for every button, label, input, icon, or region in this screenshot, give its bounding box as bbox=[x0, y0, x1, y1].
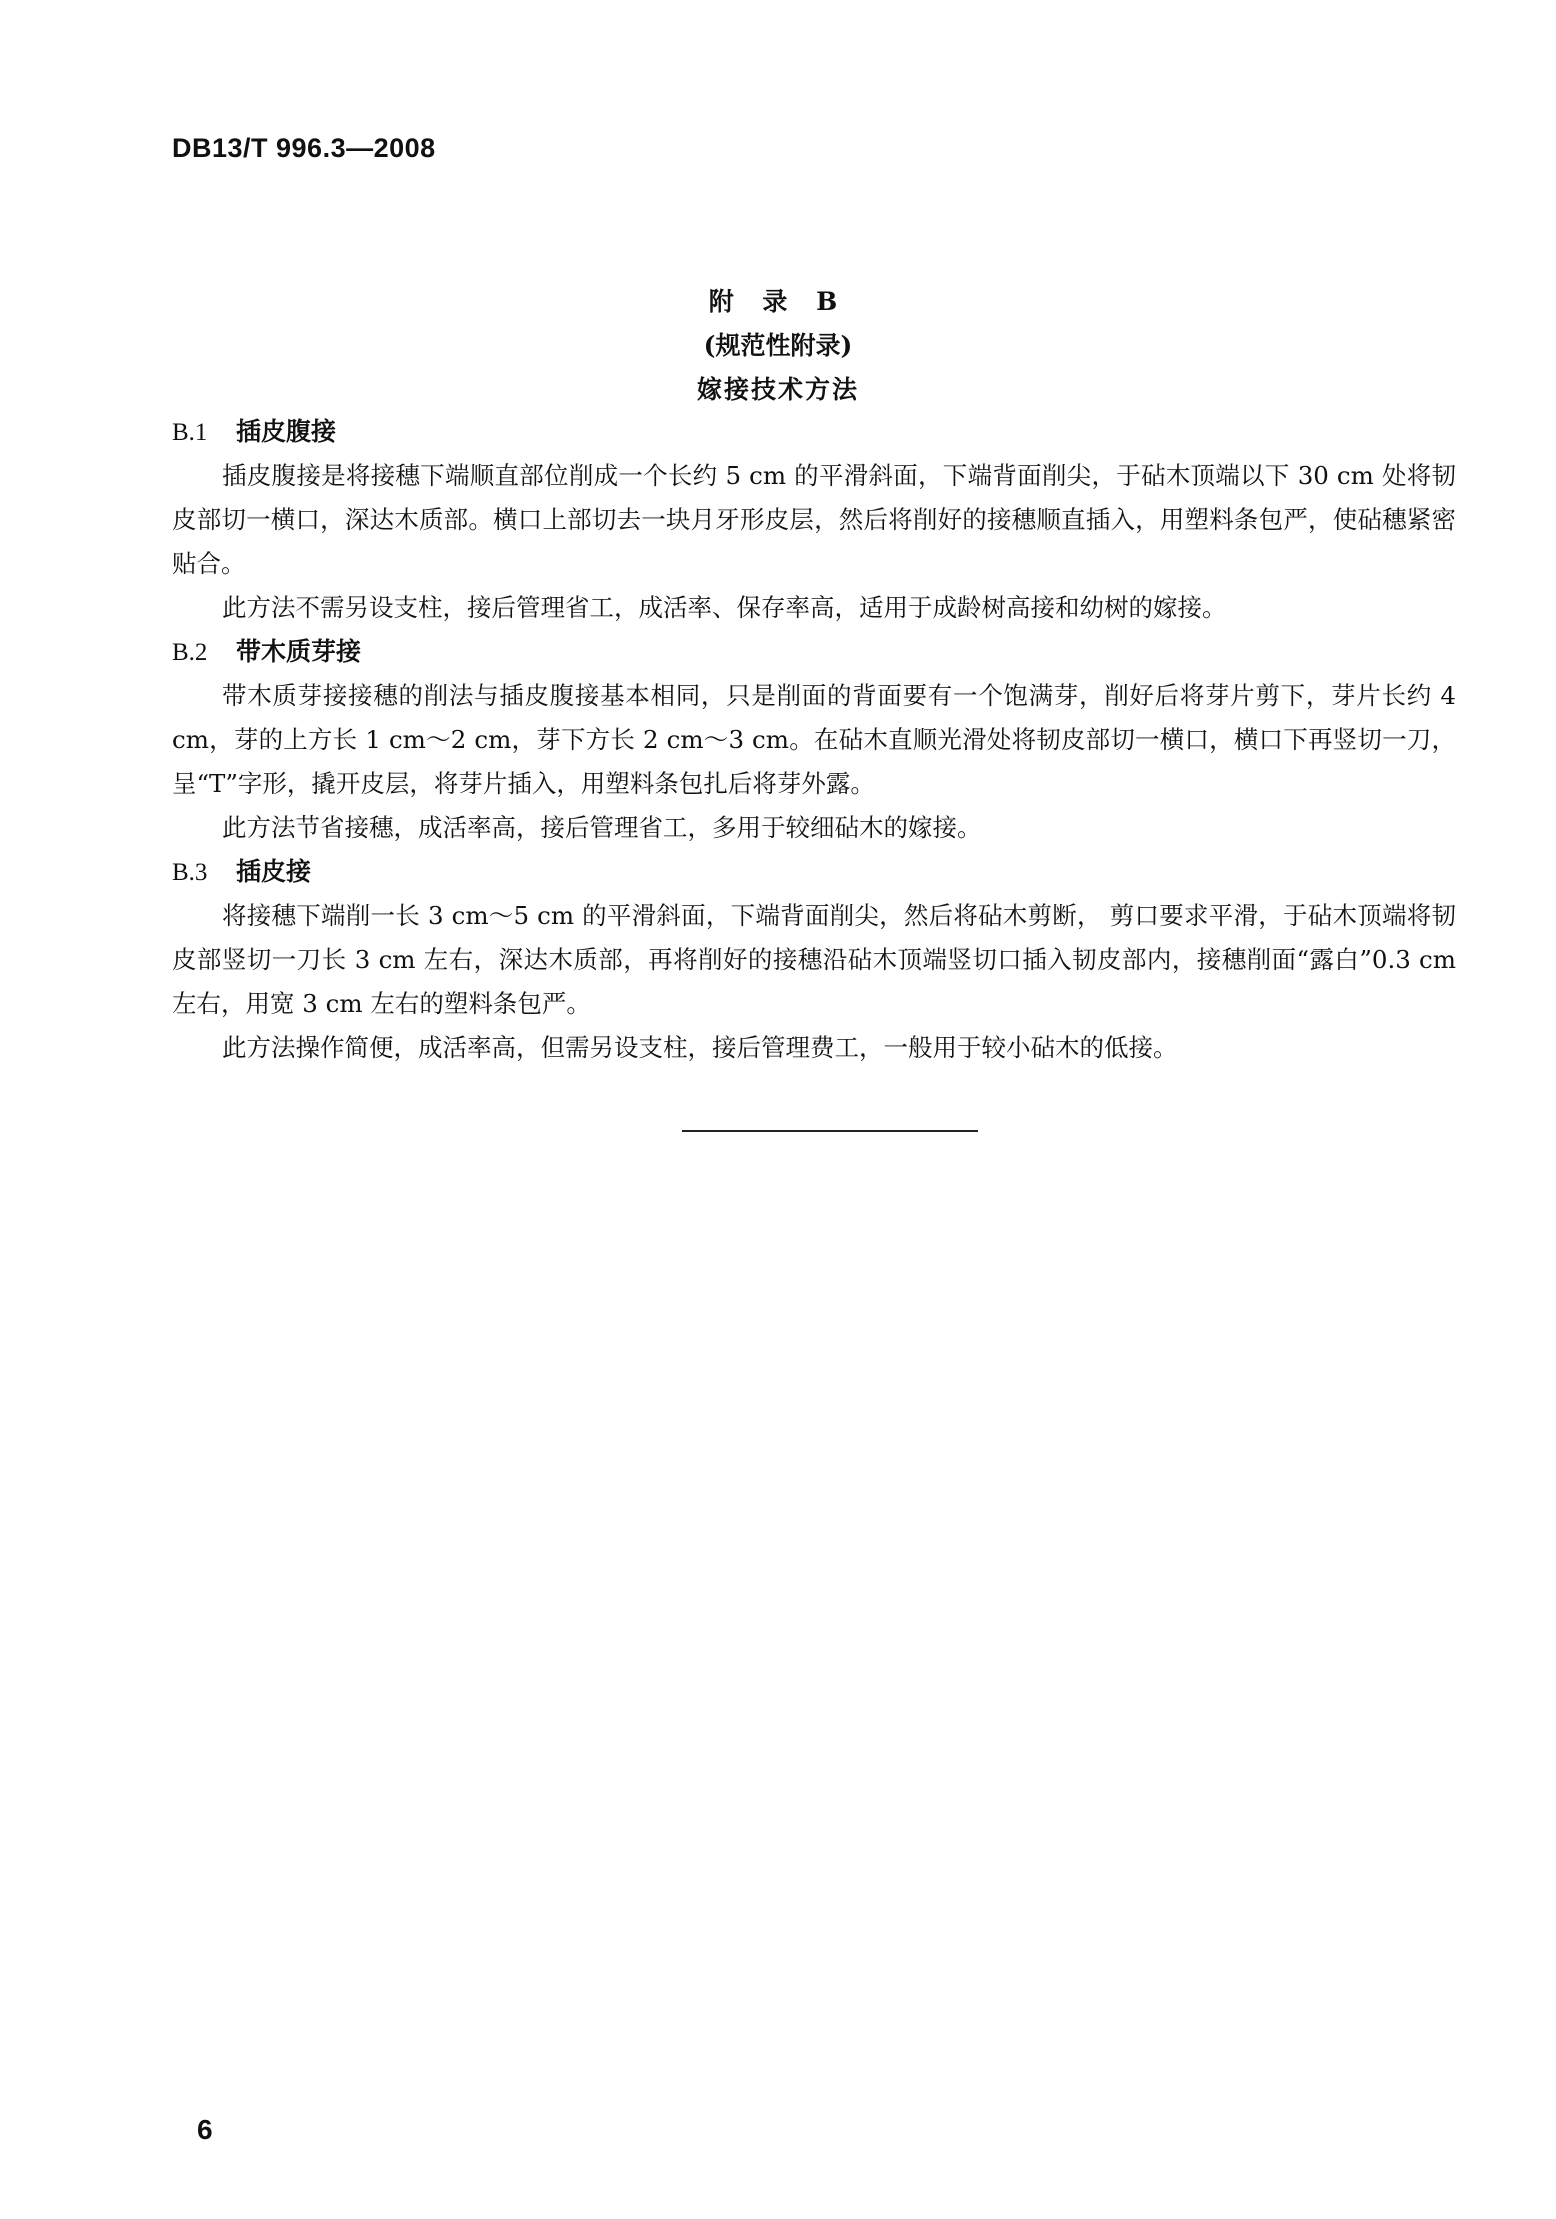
paragraph: 将接穗下端削一长 3 cm～5 cm 的平滑斜面，下端背面削尖，然后将砧木剪断， 剪口要求平滑，于砧木顶端将韧皮部竖切一刀长 3 cm 左右，深达木质部，再将削好的接穗沿砧木顶端竖切口插入韧皮部内，接穗削面“露白”0.3 cm 左右，用宽 3 cm 左右的塑料条包严。 bbox=[172, 901, 1456, 1018]
paragraph: 此方法操作简便，成活率高，但需另设支柱，接后管理费工，一般用于较小砧木的低接。 bbox=[222, 1033, 1178, 1062]
annex-label: 附 录 B bbox=[708, 287, 848, 316]
annex-body bbox=[172, 410, 1456, 1070]
section-b1 bbox=[172, 410, 1456, 630]
paragraph: 此方法不需另设支柱，接后管理省工，成活率、保存率高，适用于成龄树高接和幼树的嫁接。 bbox=[222, 593, 1227, 622]
section-number: B.3 bbox=[172, 859, 208, 886]
annex-type: (规范性附录) bbox=[703, 331, 853, 360]
section-heading bbox=[172, 630, 1456, 674]
page-number: 6 bbox=[197, 2114, 213, 2145]
paragraph: 此方法节省接穗，成活率高，接后管理省工，多用于较细砧木的嫁接。 bbox=[222, 813, 982, 842]
annex-title: 嫁接技术方法 bbox=[696, 375, 859, 404]
section-b3 bbox=[172, 850, 1456, 1070]
paragraph: 带木质芽接接穗的削法与插皮腹接基本相同，只是削面的背面要有一个饱满芽，削好后将芽片剪下，芽片长约 4 cm，芽的上方长 1 cm～2 cm，芽下方长 2 cm～3 cm。在砧木直顺光滑处将韧皮部切一横口，横口下再竖切一刀，呈“T”字形，撬开皮层，将芽片插入，用塑料条包扎后将芽外露。 bbox=[172, 681, 1456, 798]
section-title: 插皮接 bbox=[236, 857, 312, 886]
section-number: B.1 bbox=[172, 419, 208, 446]
document-code: DB13/T 996.3—2008 bbox=[172, 133, 436, 163]
section-b2 bbox=[172, 630, 1456, 850]
section-heading bbox=[172, 850, 1456, 894]
section-number: B.2 bbox=[172, 639, 208, 666]
section-title: 带木质芽接 bbox=[236, 637, 362, 666]
paragraph: 插皮腹接是将接穗下端顺直部位削成一个长约 5 cm 的平滑斜面，下端背面削尖，于砧木顶端以下 30 cm 处将韧皮部切一横口，深达木质部。横口上部切去一块月牙形皮层，然后将削好的接穗顺直插入，用塑料条包严，使砧穗紧密贴合。 bbox=[172, 461, 1456, 578]
end-rule bbox=[682, 1130, 978, 1132]
section-heading bbox=[172, 410, 1456, 454]
section-title: 插皮腹接 bbox=[236, 417, 337, 446]
